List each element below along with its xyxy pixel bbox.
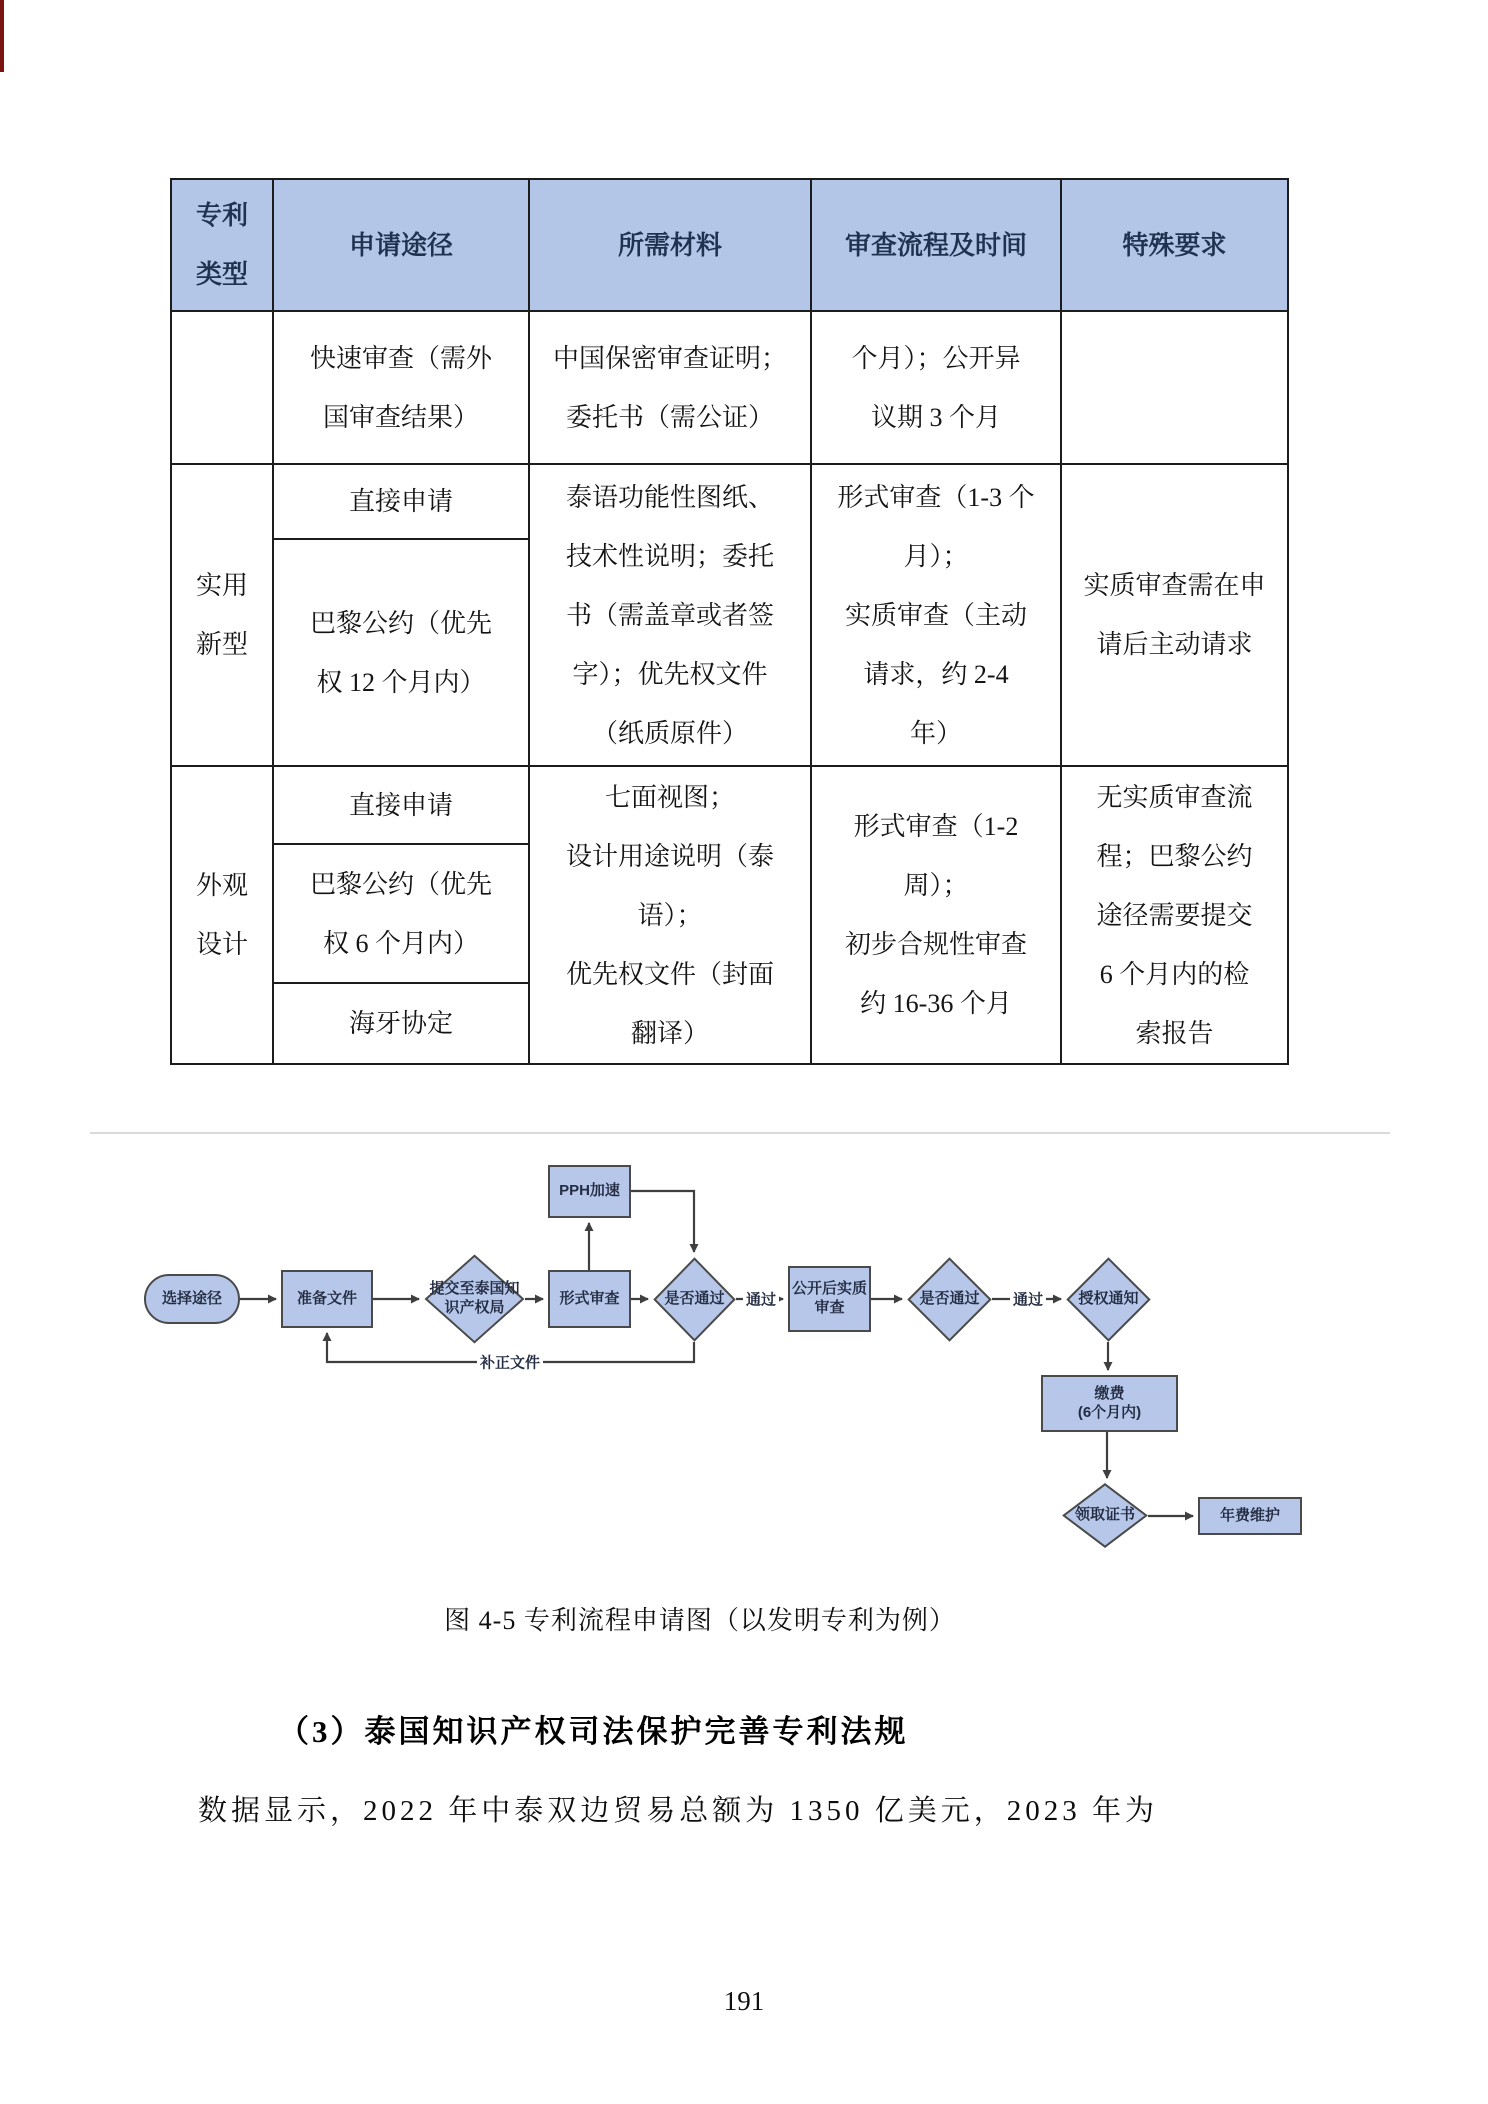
node-choose-path: 选择途径 bbox=[144, 1274, 240, 1324]
header-application-path: 申请途径 bbox=[273, 179, 529, 311]
cell-fast-process: 个月）；公开异 议期 3 个月 bbox=[811, 311, 1061, 464]
cell-fast-special bbox=[1061, 311, 1288, 464]
table-header-row bbox=[171, 179, 1288, 311]
node-collect-certificate: 领取证书 bbox=[1062, 1483, 1148, 1548]
table-row-fast-exam bbox=[171, 311, 1288, 464]
cell-design-path2: 巴黎公约（优先 权 6 个月内） bbox=[273, 844, 529, 983]
header-materials: 所需材料 bbox=[529, 179, 811, 311]
node-formal-exam: 形式审查 bbox=[548, 1270, 631, 1328]
node-submit-dip: 提交至泰国知识产权局 bbox=[424, 1254, 525, 1344]
cell-design-type: 外观 设计 bbox=[171, 766, 273, 1064]
cell-utility-materials: 泰语功能性图纸、 技术性说明；委托 书（需盖章或者签 字）；优先权文件 （纸质原件） bbox=[529, 464, 811, 766]
node-grant-notice: 授权通知 bbox=[1066, 1257, 1151, 1342]
header-patent-type: 专利 类型 bbox=[171, 179, 273, 311]
cell-fast-path: 快速审查（需外 国审查结果） bbox=[273, 311, 529, 464]
edge-label-pass-2: 通过 bbox=[1010, 1289, 1046, 1310]
table-row-utility-a bbox=[171, 464, 1288, 539]
cell-fast-type bbox=[171, 311, 273, 464]
header-process-time: 审查流程及时间 bbox=[811, 179, 1061, 311]
cell-design-path3: 海牙协定 bbox=[273, 983, 529, 1064]
patent-flowchart bbox=[90, 1140, 1400, 1580]
page-number: 191 bbox=[723, 1986, 765, 2016]
section-divider bbox=[90, 1132, 1390, 1134]
cell-utility-special: 实质审查需在申 请后主动请求 bbox=[1061, 464, 1288, 766]
table-row-design-a bbox=[171, 766, 1288, 844]
figure-caption: 图 4-5 专利流程申请图（以发明专利为例） bbox=[444, 1606, 956, 1635]
cell-utility-path2: 巴黎公约（优先 权 12 个月内） bbox=[273, 539, 529, 766]
node-pay-fee: 缴费 (6个月内) bbox=[1041, 1375, 1178, 1432]
section-heading: （3）泰国知识产权司法保护完善专利法规 bbox=[278, 1714, 909, 1749]
header-special-requirements: 特殊要求 bbox=[1061, 179, 1288, 311]
patent-table bbox=[170, 178, 1289, 1065]
node-post-publication-exam: 公开后实质审查 bbox=[788, 1266, 871, 1332]
cell-design-process: 形式审查（1-2 周）； 初步合规性审查 约 16-36 个月 bbox=[811, 766, 1061, 1064]
node-annuity-maintenance: 年费维护 bbox=[1198, 1497, 1302, 1535]
cell-utility-type: 实用 新型 bbox=[171, 464, 273, 766]
cell-fast-materials: 中国保密审查证明； 委托书（需公证） bbox=[529, 311, 811, 464]
node-pph-acceleration: PPH加速 bbox=[548, 1165, 631, 1218]
cell-utility-path1: 直接申请 bbox=[273, 464, 529, 539]
cell-utility-process: 形式审查（1-3 个 月）； 实质审查（主动 请求，约 2-4 年） bbox=[811, 464, 1061, 766]
scan-edge-artifact bbox=[0, 0, 4, 72]
cell-design-special: 无实质审查流 程；巴黎公约 途径需要提交 6 个月内的检 索报告 bbox=[1061, 766, 1288, 1064]
cell-design-path1: 直接申请 bbox=[273, 766, 529, 844]
node-pass-check-1: 是否通过 bbox=[653, 1257, 736, 1342]
edge-label-correction: 补正文件 bbox=[477, 1352, 543, 1373]
node-prepare-documents: 准备文件 bbox=[281, 1270, 373, 1328]
edge-label-pass-1: 通过 bbox=[743, 1289, 779, 1310]
cell-design-materials: 七面视图； 设计用途说明（泰 语）； 优先权文件（封面 翻译） bbox=[529, 766, 811, 1064]
node-pass-check-2: 是否通过 bbox=[907, 1257, 992, 1342]
body-paragraph: 数据显示，2022 年中泰双边贸易总额为 1350 亿美元，2023 年为 bbox=[198, 1795, 1159, 1827]
